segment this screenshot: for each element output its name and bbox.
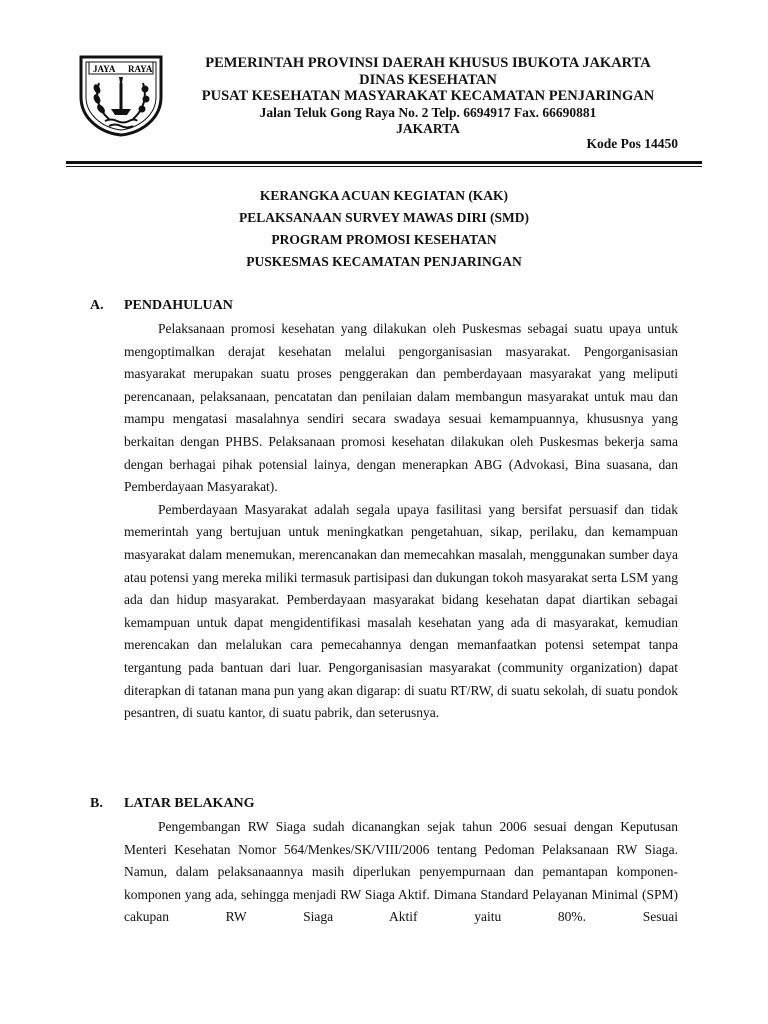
document-title — [0, 185, 768, 273]
letterhead-city: JAKARTA — [396, 121, 460, 136]
letterhead-department: DINAS KESEHATAN — [359, 71, 497, 88]
section-a-paragraph-2: Pemberdayaan Masyarakat adalah segala upaya fasilitasi yang bersifat persuasif dan tidak memerintah yang bertujuan untuk meningkatkan pengetahuan, sikap, perilaku, dan kemampuan masyarakat dalam menemukan, merencanakan dan memecahkan masalah, menggunakan sumber daya atau potensi yang mereka miliki termasuk partisipasi dan dukungan tokoh masyarakat serta LSM yang ada dan hidup masyarakat. Pemberdayaan masyarakat bidang kesehatan dapat diartikan sebagai kemampuan untuk dapat mengidentifikasi masalah kesehatan yang ada di masyarakat, kemudian merencakan dan melalukan cara pemecahannya dengan memanfaatkan potensi setempat tanpa tergantung pada bantuan dari luar. Pengorganisasian masyarakat (community organization) dapat diterapkan di tatanan mana pun yang akan digarap: di suatu RT/RW, di suatu sekolah, di suatu pondok pesantren, di suatu kantor, di suatu pabrik, dan seterusnya. — [124, 501, 678, 721]
section-a-letter: A. — [90, 298, 104, 313]
section-a-title: PENDAHULUAN — [124, 298, 233, 313]
title-line-1: KERANGKA ACUAN KEGIATAN (KAK) — [259, 188, 509, 203]
section-b-body — [124, 816, 678, 929]
header-rule-thick — [66, 161, 702, 164]
logo-text-right: RAYA — [128, 64, 153, 74]
title-line-2: PELAKSANAAN SURVEY MAWAS DIRI (SMD) — [238, 210, 530, 225]
section-a-body — [124, 318, 678, 725]
letterhead — [178, 55, 678, 138]
jaya-raya-emblem-icon — [77, 53, 165, 137]
header-rule-thin — [66, 166, 702, 167]
section-b-paragraph-1: Pengembangan RW Siaga sudah dicanangkan sejak tahun 2006 sesuai dengan Keputusan Menteri Kesehatan Nomor 564/Menkes/SK/VIII/2006 tentang Pedoman Pelaksanaan RW Siaga. Namun, dalam pelaksanaannya masih diperlukan penyempurnaan dan pemantapan komponen-komponen yang ada, sehingga menjadi RW Siaga Aktif. Dimana Standard Pelayanan Minimal (SPM) cakupan RW Siaga Aktif yaitu 80%. Sesuai — [124, 819, 678, 925]
letterhead-address: Jalan Teluk Gong Raya No. 2 Telp. 6694917 Fax. 66690881 — [259, 104, 597, 120]
title-line-4: PUSKESMAS KECAMATAN PENJARINGAN — [246, 254, 522, 269]
letterhead-institution: PUSAT KESEHATAN MASYARAKAT KECAMATAN PENJARINGAN — [201, 88, 655, 104]
section-a-paragraph-1: Pelaksanaan promosi kesehatan yang dilakukan oleh Puskesmas sebagai suatu upaya untuk mengoptimalkan derajat kesehatan melalui pengorganisasian masyarakat. Pengorganisasian masyarakat merupakan suatu proses penggerakan dan pemberdayaan masyarakat yang meliputi perencanaan, pelaksanaan, pencatatan dan penilaian dalam membangun masyarakat untuk mau dan mampu mengatasi masalahnya sendiri secara swadaya sesuai kemampuannya, khususnya yang berkaitan dengan PHBS. Pelaksanaan promosi kesehatan dilakukan oleh Puskesmas bekerja sama dengan berhagai pihak potensial lainya, dengan menerapkan ABG (Advokasi, Bina suasana, dan Pemberdayaan Masyarakat). — [124, 321, 678, 495]
section-b-title: LATAR BELAKANG — [124, 796, 255, 811]
logo-text-left: JAYA — [93, 64, 116, 74]
letterhead-government: PEMERINTAH PROVINSI DAERAH KHUSUS IBUKOTA JAKARTA — [205, 55, 651, 71]
section-b-heading — [90, 796, 255, 812]
title-line-3: PROGRAM PROMOSI KESEHATAN — [271, 232, 497, 247]
section-a-heading — [90, 298, 233, 314]
section-b-letter: B. — [90, 796, 103, 811]
postal-code: Kode Pos 14450 — [586, 136, 678, 151]
